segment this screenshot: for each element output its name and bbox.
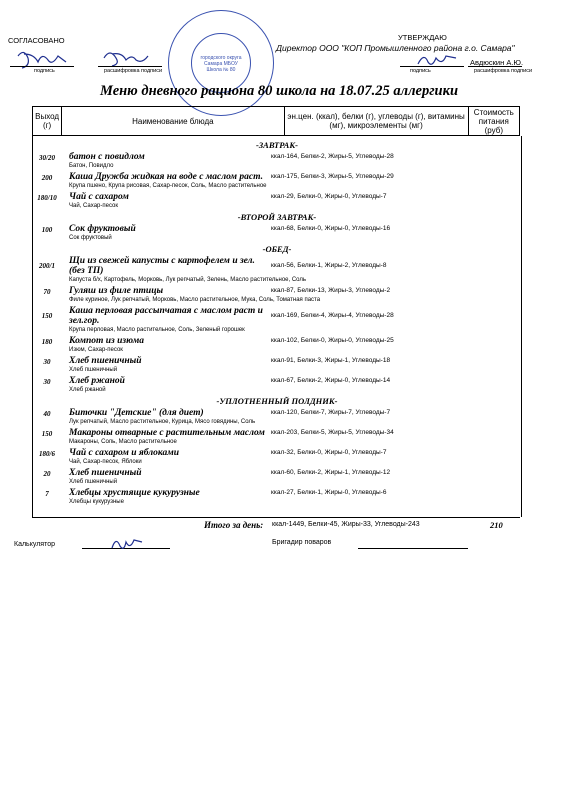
row-name: Макароны отварные с растительным маслом: [69, 428, 265, 438]
row-nutrition: ккал-91, Белки-3, Жиры-1, Углеводы-18: [271, 357, 391, 364]
calc-label: Калькулятор: [14, 541, 55, 548]
row-ingredients: Капуста б/х, Картофель, Морковь, Лук репчатый, Зелень, Масло растительное, Соль: [69, 277, 306, 283]
row-ingredients: Сок фруктовый: [69, 235, 112, 241]
row-out: 100: [41, 226, 53, 234]
row-out: 40: [43, 410, 51, 418]
row-out: 20: [43, 470, 51, 478]
row-out: 180: [41, 338, 53, 346]
row-name: Хлеб ржаной: [69, 376, 125, 386]
row-name: Хлебцы хрустящие кукурузные: [69, 488, 200, 498]
approved-right-label: УТВЕРЖДАЮ: [398, 33, 447, 42]
row-name: Каша Дружба жидкая на воде с маслом раст.: [69, 172, 264, 182]
row-nutrition: ккал-67, Белки-2, Жиры-0, Углеводы-14: [271, 377, 391, 384]
row-ingredients: Крупа пшено, Крупа рисовая, Сахар-песок, Соль, Масло растительное: [69, 183, 267, 189]
row-nutrition: ккал-60, Белки-2, Жиры-1, Углеводы-12: [271, 469, 391, 476]
row-name: Чай с сахаром: [69, 192, 129, 202]
chef-label: Бригадир поваров: [272, 539, 332, 546]
row-out: 150: [41, 430, 53, 438]
total-nutr: ккал-1449, Белки-45, Жиры-33, Углеводы-243: [272, 521, 420, 528]
row-out: 200/1: [39, 262, 55, 270]
row-nutrition: ккал-102, Белки-0, Жиры-0, Углеводы-25: [271, 337, 394, 344]
row-nutrition: ккал-68, Белки-0, Жиры-0, Углеводы-16: [271, 225, 391, 232]
row-name: Хлеб пшеничный: [69, 356, 142, 366]
row-nutrition: ккал-164, Белки-2, Жиры-5, Углеводы-28: [271, 153, 394, 160]
row-name: Гуляш из филе птицы: [69, 286, 164, 296]
row-out: 200: [41, 174, 53, 182]
row-ingredients: Крупа перловая, Масло растительное, Соль, Зеленый горошек: [69, 327, 245, 333]
row-ingredients: Хлеб ржаной: [69, 387, 106, 393]
row-name: Щи из свежей капусты с картофелем и зел.(без ТП): [69, 256, 255, 276]
calc-signature: [110, 536, 146, 550]
row-nutrition: ккал-29, Белки-0, Жиры-0, Углеводы-7: [271, 193, 387, 200]
section-title: -ЗАВТРАК-: [256, 140, 298, 150]
row-ingredients: Филе куриное, Лук репчатый, Морковь, Масло растительное, Мука, Соль, Томатная паста: [69, 297, 321, 303]
school-stamp: [168, 10, 274, 116]
row-nutrition: ккал-203, Белки-5, Жиры-5, Углеводы-34: [271, 429, 394, 436]
row-ingredients: Батон, Повидло: [69, 163, 114, 169]
right-decode-caption: расшифровка подписи: [474, 68, 533, 74]
row-name: Сок фруктовый: [69, 224, 136, 234]
director-title: Директор ООО "КОП Промышленного района г.о. Самара": [276, 43, 515, 53]
signer-name: Авдюскин А.Ю.: [470, 58, 524, 67]
section-title: -ОБЕД-: [262, 244, 292, 254]
row-ingredients: Лук репчатый, Масло растительное, Курица, Мясо говядины, Соль: [69, 419, 256, 425]
row-out: 70: [43, 288, 51, 296]
row-name: Каша перловая рассыпчатая с маслом раст и зел.гор.: [69, 306, 263, 326]
stamp-text: городского округа Самара МБОУ Школа № 80: [200, 55, 242, 73]
left-sign-caption: подпись: [34, 68, 55, 74]
section-title: -ВТОРОЙ ЗАВТРАК-: [237, 212, 317, 222]
total-cost: 210: [490, 520, 503, 530]
row-ingredients: Чай, Сахар-песок: [69, 203, 118, 209]
row-ingredients: Хлебцы кукурузные: [69, 499, 124, 505]
row-nutrition: ккал-56, Белки-1, Жиры-2, Углеводы-8: [271, 262, 387, 269]
right-sign-caption: подпись: [410, 68, 431, 74]
col-cost: Стоимость питания (руб): [468, 107, 519, 136]
row-out: 7: [45, 490, 49, 498]
row-ingredients: Хлеб пшеничный: [69, 479, 118, 485]
row-ingredients: Чай, Сахар-песок, Яблоки: [69, 459, 142, 465]
col-name: Наименование блюда: [62, 107, 284, 136]
row-out: 30: [43, 378, 51, 386]
row-out: 180/6: [39, 450, 55, 458]
col-out: Выход (г): [33, 107, 62, 136]
page-title: Меню дневного рациона 80 школа на 18.07.25 аллергики: [100, 83, 459, 99]
total-row: [32, 517, 520, 528]
row-name: Чай с сахаром и яблоками: [69, 448, 180, 458]
row-nutrition: ккал-27, Белки-1, Жиры-0, Углеводы-6: [271, 489, 387, 496]
row-ingredients: Хлеб пшеничный: [69, 367, 118, 373]
row-nutrition: ккал-120, Белки-7, Жиры-7, Углеводы-7: [271, 409, 391, 416]
row-nutrition: ккал-175, Белки-3, Жиры-5, Углеводы-29: [271, 173, 394, 180]
row-name: батон с повидлом: [69, 152, 145, 162]
menu-table-header: [32, 106, 520, 136]
left-decode-caption: расшифровка подписи: [104, 68, 163, 74]
row-out: 30/20: [39, 154, 55, 162]
row-name: Хлеб пшеничный: [69, 468, 142, 478]
row-name: Биточки "Детские" (для диет): [69, 408, 204, 418]
row-ingredients: Макароны, Соль, Масло растительное: [69, 439, 177, 445]
row-out: 180/10: [37, 194, 57, 202]
col-nutr: эн.цен. (ккал), белки (г), углеводы (г), витамины (мг), микроэлементы (мг): [284, 107, 468, 136]
row-ingredients: Изюм, Сахар-песок: [69, 347, 123, 353]
section-title: -УПЛОТНЕННЫЙ ПОЛДНИК-: [216, 396, 338, 406]
approved-left-label: СОГЛАСОВАНО: [8, 36, 65, 45]
menu-body: [32, 136, 522, 517]
row-name: Компот из изюма: [69, 336, 144, 346]
row-out: 150: [41, 312, 53, 320]
total-label: Итого за день:: [204, 520, 264, 530]
row-nutrition: ккал-87, Белки-13, Жиры-3, Углеводы-2: [271, 287, 391, 294]
row-out: 30: [43, 358, 51, 366]
row-nutrition: ккал-169, Белки-4, Жиры-4, Углеводы-28: [271, 312, 394, 319]
row-nutrition: ккал-32, Белки-0, Жиры-0, Углеводы-7: [271, 449, 387, 456]
